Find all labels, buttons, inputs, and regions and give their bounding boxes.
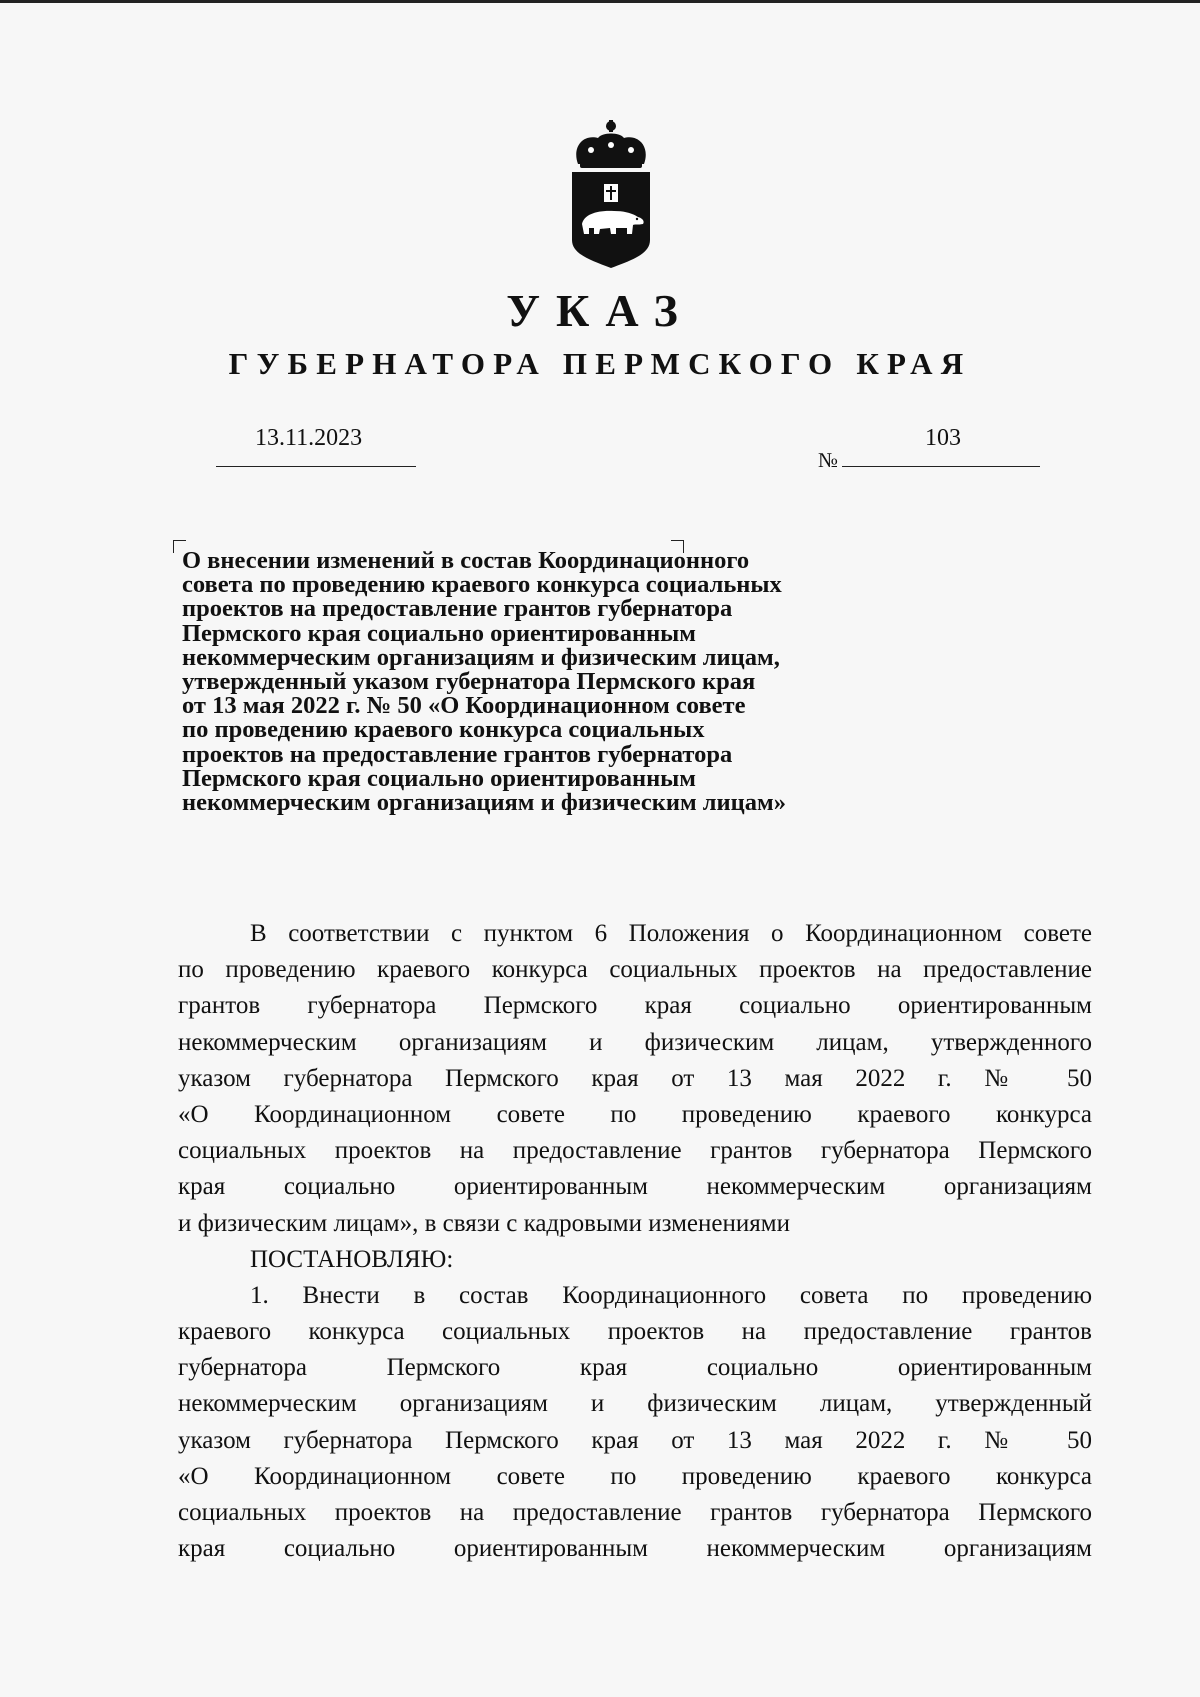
document-number: 103 bbox=[925, 425, 961, 451]
perm-krai-coat-of-arms-icon bbox=[558, 118, 664, 270]
body-line: социальных проектов на предоставление грантов губернатора Пермского bbox=[178, 1137, 1092, 1165]
heading-line: некоммерческим организациям и физическим лицам» bbox=[182, 789, 786, 817]
document-subtitle: ГУБЕРНАТОРА ПЕРМСКОГО КРАЯ bbox=[228, 346, 972, 381]
body-line: края социально ориентированным некоммерческим организациям bbox=[178, 1173, 1092, 1201]
heading-line: по проведению краевого конкурса социальных bbox=[182, 716, 705, 744]
heading-line: проектов на предоставление грантов губернатора bbox=[182, 740, 733, 768]
body-line: по проведению краевого конкурса социальных проектов на предоставление bbox=[178, 956, 1092, 984]
number-sign: № bbox=[818, 448, 839, 472]
decree-body bbox=[178, 916, 1092, 1567]
body-line: 1. Внести в состав Координационного совета по проведению bbox=[250, 1281, 1092, 1309]
heading-line: Пермского края социально ориентированным bbox=[182, 764, 696, 792]
body-line: и физическим лицам», в связи с кадровыми изменениями bbox=[178, 1209, 790, 1237]
body-line: указом губернатора Пермского края от 13 мая 2022 г. № 50 bbox=[178, 1426, 1092, 1454]
body-line: «О Координационном совете по проведению краевого конкурса bbox=[178, 1462, 1092, 1490]
date-underline bbox=[216, 466, 416, 467]
body-line: края социально ориентированным некоммерческим организациям bbox=[178, 1535, 1092, 1563]
scan-top-border bbox=[0, 0, 1200, 3]
body-line: указом губернатора Пермского края от 13 мая 2022 г. № 50 bbox=[178, 1064, 1092, 1092]
heading-line: проектов на предоставление грантов губернатора bbox=[182, 595, 733, 623]
number-underline bbox=[842, 466, 1040, 467]
heading-line: совета по проведению краевого конкурса социальных bbox=[182, 571, 782, 599]
body-line: некоммерческим организациям и физическим лицам, утвержденный bbox=[178, 1390, 1092, 1418]
heading-line: Пермского края социально ориентированным bbox=[182, 619, 696, 647]
resolution-word: ПОСТАНОВЛЯЮ: bbox=[250, 1245, 454, 1273]
heading-line: некоммерческим организациям и физическим лицам, bbox=[182, 643, 780, 671]
body-line: краевого конкурса социальных проектов на предоставление грантов bbox=[178, 1318, 1092, 1346]
document-date: 13.11.2023 bbox=[255, 425, 363, 451]
body-line: социальных проектов на предоставление грантов губернатора Пермского bbox=[178, 1499, 1092, 1526]
decree-heading bbox=[182, 549, 902, 815]
body-line: «О Координационном совете по проведению краевого конкурса bbox=[178, 1100, 1092, 1128]
body-line: некоммерческим организациям и физическим лицам, утвержденного bbox=[178, 1028, 1092, 1056]
body-line: В соответствии с пунктом 6 Положения о Координационном совете bbox=[250, 920, 1092, 947]
heading-line: от 13 мая 2022 г. № 50 «О Координационном совете bbox=[182, 692, 746, 720]
body-line: грантов губернатора Пермского края социально ориентированным bbox=[178, 992, 1092, 1020]
document-title: УКАЗ bbox=[506, 285, 694, 336]
heading-line: утвержденный указом губернатора Пермского края bbox=[182, 668, 756, 696]
heading-line: О внесении изменений в состав Координационного bbox=[182, 547, 750, 574]
body-line: губернатора Пермского края социально ориентированным bbox=[178, 1354, 1092, 1382]
